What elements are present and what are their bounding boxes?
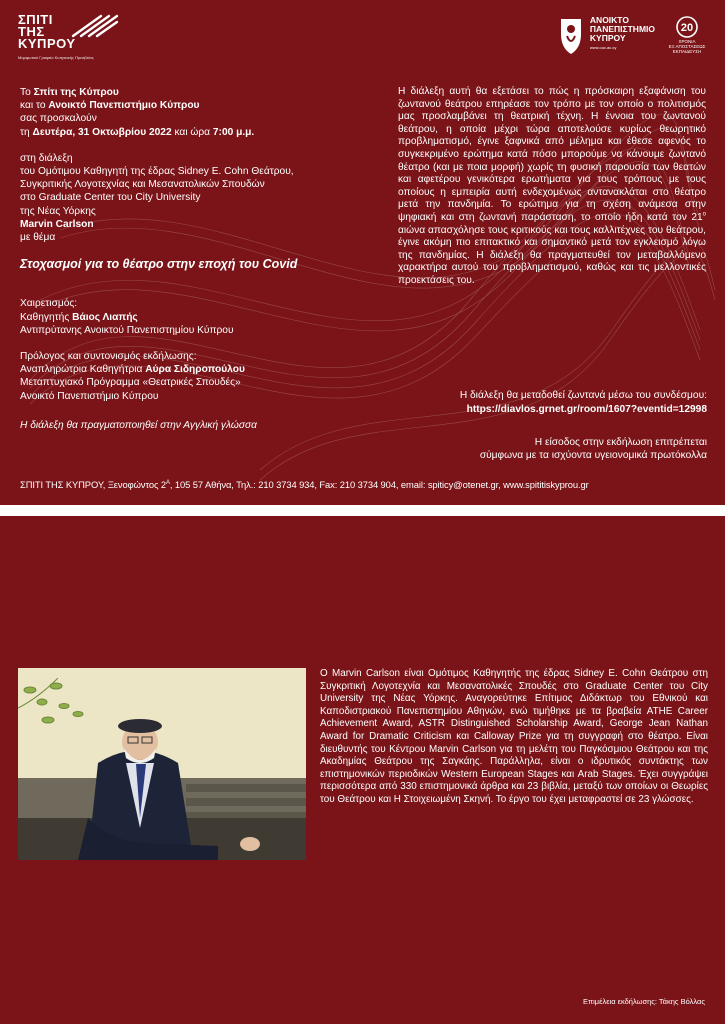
- anniversary-line: ΕΞ ΑΠΟΣΤΑΣΕΩΣ: [668, 44, 706, 49]
- stream-link[interactable]: https://diavlos.grnet.gr/room/1607?eventid=12998: [466, 404, 707, 415]
- speaker-biography: Ο Marvin Carlson είναι Ομότιμος Καθηγητής της έδρας Sidney E. Cohn Θεάτρου στη Συγκριτική Λογοτεχνία και Μεσανατολικές Σπουδές στο Graduate Center του City University της Νέας Υόρκης. Αναγορεύτηκε Επίτιμος Διδάκτωρ του Εθνικού και Καποδιστριακού Πανεπιστημίου Αθηνών, ενώ τιμήθηκε με τα βραβεία ATHE Career Achievement Award, ASTR Distinguished Scholarship Award, George Jean Nathan Award for Dramatic Criticism και Calloway Prize για τη συγγραφή στο θέατρο. Είναι διευθυντής του Κέντρου Marvin Carlson για τη μελέτη του Παγκόσμιου Θεάτρου και της Ακαδημίας Θεάτρου της Σαγκάης. Παράλληλα, είναι ο ιδρυτικός συντάκτης των επιστημονικών περιοδικών Western European Stages και Arab Stages. Έχει συγγράψει περισσότερα από 330 επιστημονικά άρθρα και 23 βιβλία, μεταξύ των οποίων οι Θεωρίες του Θεάτρου και Η Στοιχειωμένη Σκηνή. Το έργο του έχει μεταφραστεί σε 23 γλώσσες.: [320, 668, 708, 805]
- moderator-role: Μεταπτυχιακό Πρόγραμμα «Θεατρικές Σπουδές»: [20, 377, 241, 389]
- speaker-photo: [18, 668, 306, 860]
- university-url: www.ouc.ac.cy: [589, 45, 617, 50]
- open-university-logo: [558, 16, 709, 56]
- stream-text: Η διάλεξη θα μεταδοθεί ζωντανά μέσω του συνδέσμου:: [459, 390, 707, 401]
- event-time: 7:00 μ.μ.: [212, 126, 255, 138]
- university-name-line: ΚΥΠΡΟΥ: [589, 33, 626, 43]
- logo-subtitle: Μορφωτικό Γραφείο Κυπριακής Πρεσβείας: [18, 55, 94, 60]
- logo-line: ΤΗΣ: [18, 24, 45, 39]
- greeting-heading: Χαιρετισμός:: [20, 298, 78, 310]
- invite-line: σας προσκαλούν: [20, 113, 97, 125]
- logo-line: ΚΥΠΡΟΥ: [18, 36, 76, 51]
- event-date: Δευτέρα, 31 Οκτωβρίου 2022: [32, 126, 172, 138]
- speaker-title-line: της Νέας Υόρκης: [20, 205, 96, 217]
- greeting-name: Βάιος Λιαπής: [72, 311, 138, 323]
- hosts-line: Το Σπίτι της Κύπρου: [20, 87, 119, 98]
- svg-text:20: 20: [680, 22, 694, 34]
- hosts-line: και το Ανοικτό Πανεπιστήμιο Κύπρου: [20, 100, 200, 112]
- event-credit: Επιμέλεια εκδήλωσης: Τάκης Βόλλας: [582, 997, 705, 1006]
- date-line: τη Δευτέρα, 31 Οκτωβρίου 2022 και ώρα 7:00 μ.μ.: [20, 126, 255, 138]
- speaker-title-line: του Ομότιμου Καθηγητή της έδρας Sidney E. Cohn Θεάτρου,: [20, 166, 294, 178]
- lecture-abstract: Η διάλεξη αυτή θα εξετάσει το πώς η πρόσκαιρη εξαφάνιση του ζωντανού θεάτρου επηρέασε τον τρόπο με τον οποίο ο πολιτισμός μας προσλαμβάνει τη θεατρική τέχνη. Η έννοια του ζωντανού θεάτρου, η οποία μέχρι τώρα αποτελούσε κυρίως θεωρητικό προβληματισμό, έγινε ξαφνικά από μέλημα και έθεσε αφενός το συγκεκριμένο ερώτημα κατά πόσο μπορούμε να κάνουμε ζωντανό θέατρο (και με ποια μορφή) χωρίς τη φυσική παρουσία των θεατών και αφετέρου γενικότερα ερωτήματα για τους τρόπους με τους οποίους η εμπειρία αυτή ενδεχομένως αντανακλάται στο θέατρο μετά την πανδημία. Το ερώτημα για τη σχέση ανάμεσα στην ψηφιακή και στη ζωντανή παράσταση, το οποίο ήδη κατά τον $21^o$ αιώνα απασχόλησε τους κριτικούς και τους καλλιτέχνες του θεάτρου, έγινε ακόμη πιο επιτακτικό και σημαντικό μετά τον εγκλεισμό λόγω της πανδημίας. Η διάλεξη θα πραγματευθεί τον μεταβαλλόμενο χαρακτήρα αυτού του προβληματισμού, καθώς και τις μελλοντικές προεκτάσεις του.: [398, 86, 706, 286]
- topic-intro: με θέμα: [20, 232, 56, 244]
- university-name-line: ΑΝΟΙΚΤΟ: [589, 15, 629, 25]
- anniversary-line: ΧΡΟΝΙΑ: [678, 39, 696, 44]
- spiti-kyprou-logo: [18, 14, 94, 60]
- moderator-heading: Πρόλογος και συντονισμός εκδήλωσης:: [20, 351, 197, 363]
- moderator-role: Ανοικτό Πανεπιστήμιο Κύπρου: [20, 390, 159, 402]
- language-note: Η διάλεξη θα πραγματοποιηθεί στην Αγγλική γλώσσα: [20, 419, 257, 431]
- greeting-speaker: Καθηγητής Βάιος Λιαπής: [20, 311, 138, 323]
- lecture-intro: στη διάλεξη: [20, 152, 73, 164]
- lecture-topic: Στοχασμοί για το θέατρο στην εποχή του Covid: [20, 257, 298, 272]
- logo-stripes-icon: [61, 14, 119, 38]
- anniversary-badge: [665, 16, 709, 54]
- anniversary-20-icon: [672, 16, 702, 38]
- host-name: Ανοικτό Πανεπιστήμιο Κύπρου: [48, 100, 200, 112]
- moderator-speaker: Αναπληρώτρια Καθηγήτρια Αύρα Σιδηροπούλου: [20, 364, 245, 376]
- invitation-details: [20, 86, 370, 432]
- contact-footer: ΣΠΙΤΙ ΤΗΣ ΚΥΠΡΟΥ, Ξενοφώντος $2^A$, 105 57 Αθήνα, Τηλ.: 210 3734 934, Fax: 210 3734 904, email: spiticy@otenet.gr, www.spititiskyprou.gr: [20, 479, 589, 490]
- invitation-panel: [0, 0, 725, 505]
- anniversary-line: ΕΚΠΑΙΔΕΥΣΗ: [672, 49, 702, 54]
- speaker-title-line: Συγκριτικής Λογοτεχνίας και Μεσανατολικών Σπουδών: [20, 179, 265, 191]
- university-crest-icon: [558, 16, 584, 56]
- entry-note: Η είσοδος στην εκδήλωση επιτρέπεται σύμφωνα με τα ισχύοντα υγειονομικά πρωτόκολλα: [479, 437, 707, 461]
- moderator-name: Αύρα Σιδηροπούλου: [145, 364, 245, 376]
- host-name: Σπίτι της Κύπρου: [33, 87, 119, 98]
- speaker-name: Marvin Carlson: [20, 218, 94, 230]
- biography-panel: [0, 516, 725, 1024]
- speaker-portrait-image: [18, 668, 306, 860]
- speaker-title-line: στο Graduate Center του City University: [20, 192, 201, 204]
- greeting-role: Αντιπρύτανης Ανοικτού Πανεπιστημίου Κύπρου: [20, 324, 234, 336]
- logo-line: ΣΠΙΤΙ: [18, 12, 53, 27]
- stream-info: [387, 389, 707, 417]
- university-name-line: ΠΑΝΕΠΙΣΤΗΜΙΟ: [589, 24, 655, 34]
